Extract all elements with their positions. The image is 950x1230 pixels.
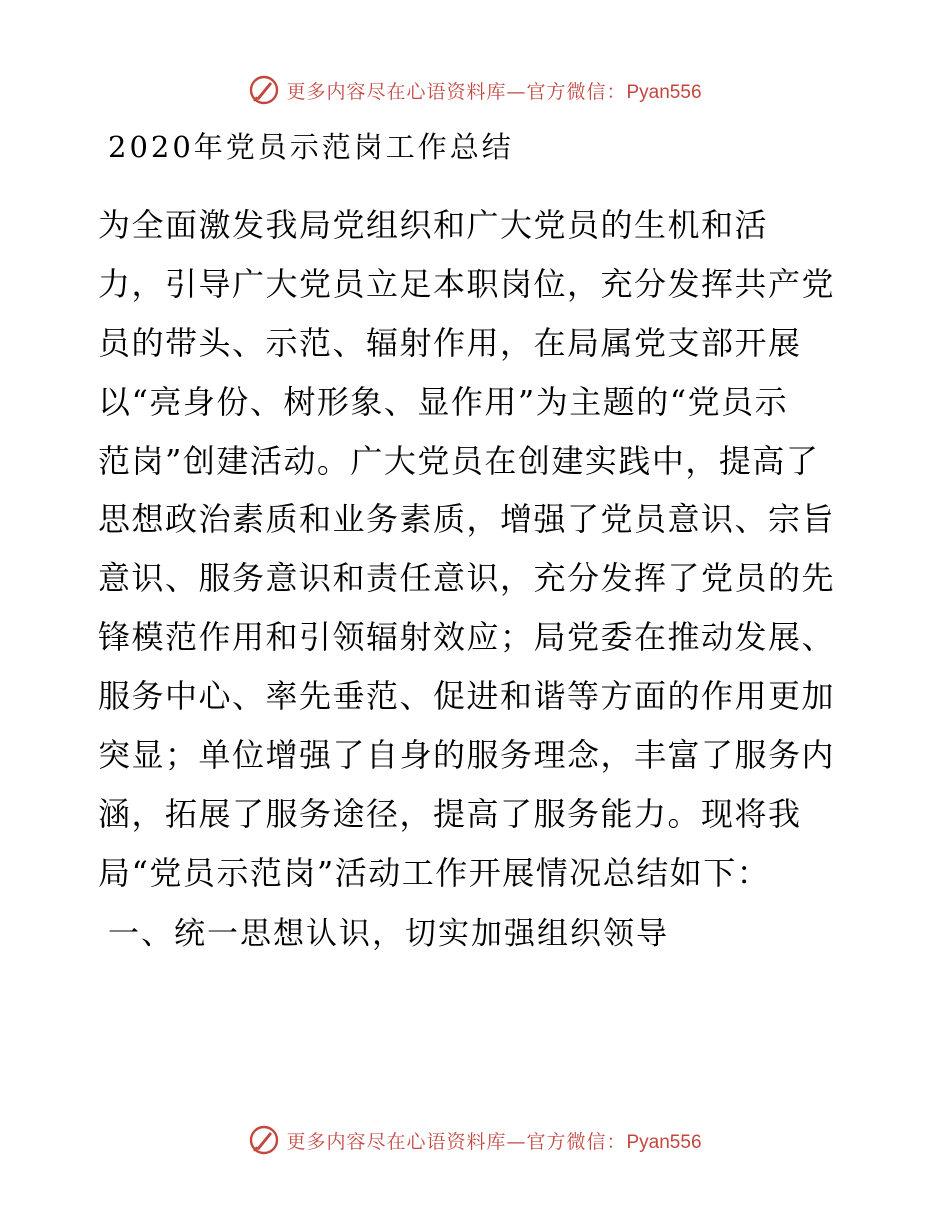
paragraph-line: 锋模范作用和引领辐射效应；局党委在推动发展、: [98, 618, 836, 657]
banner-content: [248, 74, 701, 106]
paragraph-line: 以“亮身份、树形象、显作用”为主题的“党员示: [98, 382, 789, 421]
paragraph-line: 局“党员示范岗”活动工作开展情况总结如下：: [98, 853, 771, 892]
paragraph-line: 范岗”创建活动。广大党员在创建实践中，提高了: [98, 441, 820, 480]
paragraph-line: 突显；单位增强了自身的服务理念，丰富了服务内: [98, 736, 836, 775]
banner-text: [286, 77, 701, 104]
quill-logo-icon: [248, 1124, 280, 1156]
paragraph-line: 员的带头、示范、辐射作用，在局属党支部开展: [98, 323, 802, 362]
paragraph-line: 为全面激发我局党组织和广大党员的生机和活: [98, 206, 769, 244]
banner-slogan: 更多内容尽在心语资料库—官方微信：: [286, 80, 627, 103]
banner-wechat-id: Pyan556: [626, 1131, 702, 1153]
footer-watermark-banner: [0, 1120, 950, 1160]
banner-content: [248, 1124, 701, 1156]
paragraph-line: 服务中心、率先垂范、促进和谐等方面的作用更加: [98, 677, 836, 716]
quill-logo-icon: [248, 74, 280, 106]
paragraph-line: 意识、服务意识和责任意识，充分发挥了党员的先: [98, 559, 836, 598]
paragraph-line: 力，引导广大党员立足本职岗位，充分发挥共产党: [98, 264, 836, 303]
document-title: 2020年党员示范岗工作总结: [108, 130, 514, 164]
intro-paragraph: [98, 196, 858, 903]
section-heading: 一、统一思想认识，切实加强组织领导: [108, 916, 669, 952]
banner-slogan: 更多内容尽在心语资料库—官方微信：: [286, 1130, 627, 1153]
paragraph-line: 思想政治素质和业务素质，增强了党员意识、宗旨: [98, 500, 836, 539]
header-watermark-banner: [0, 70, 950, 110]
banner-text: [286, 1127, 701, 1154]
paragraph-line: 涵，拓展了服务途径，提高了服务能力。现将我: [98, 794, 802, 833]
banner-wechat-id: Pyan556: [626, 81, 702, 103]
